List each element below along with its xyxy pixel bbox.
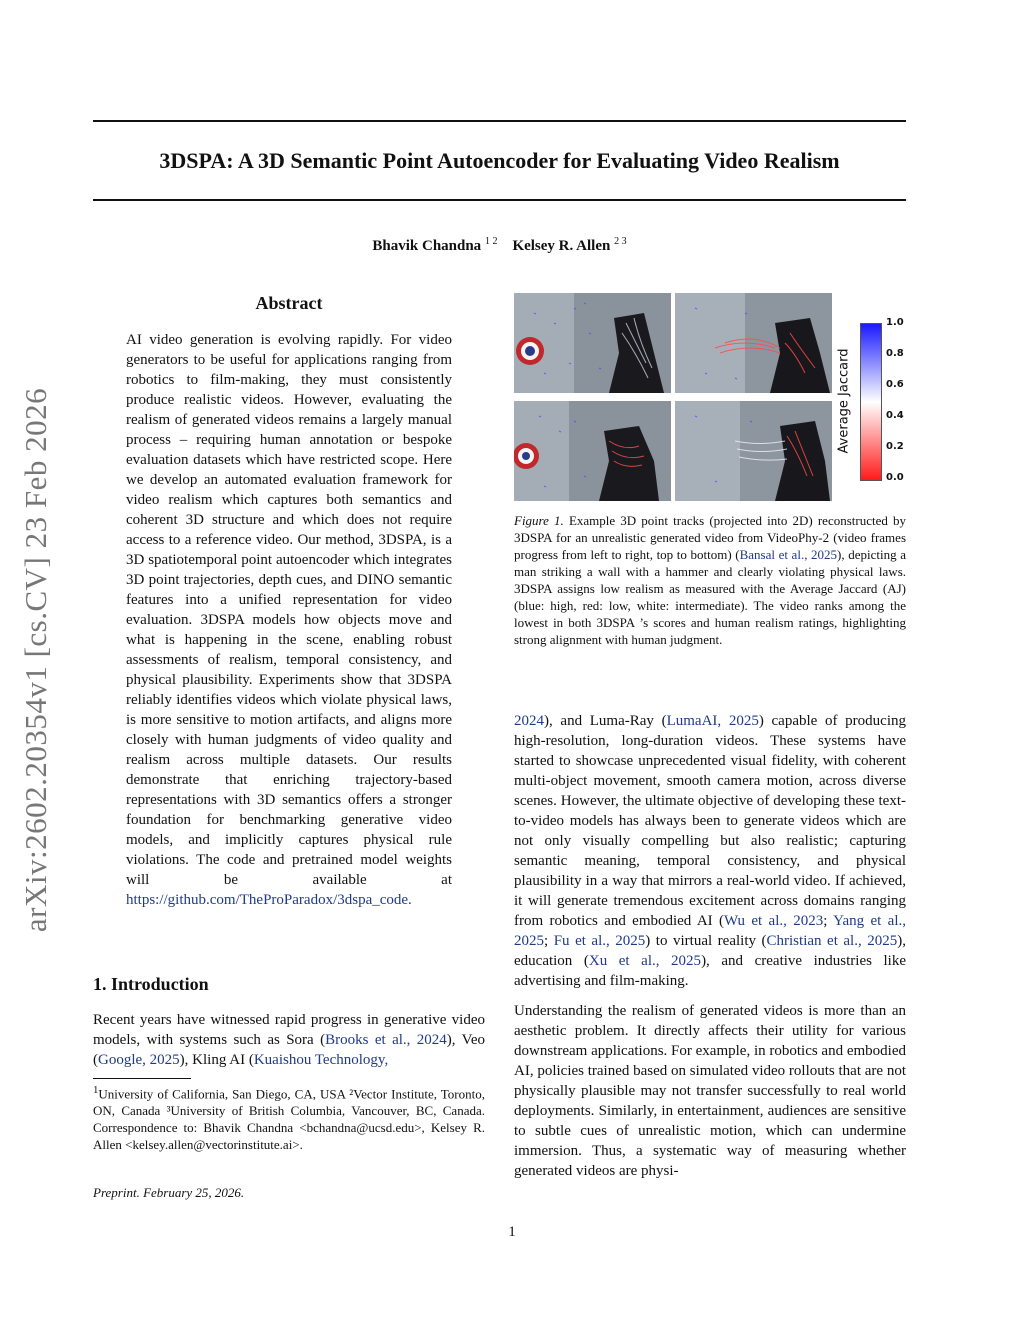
abstract-text: AI video generation is evolving rapidly. For video generators to be useful for applications ranging from robotics to film-making, they must consistently produce realistic videos. However, evaluating the realism of generated videos remains a largely manual process – requiring human annotation or bespoke evaluation datasets which have restricted scope. Here we develop an automated evaluation framework for video realism which captures both semantics and coherent 3D structure and which does not require access to a reference video. Our method, 3DSPA, is a 3D spatiotemporal point autoencoder which integrates 3D point trajectories, depth cues, and DINO semantic features into a unified representation for video evaluation. 3DSPA models how objects move and what is happening in the scene, enabling robust assessments of realism, temporal consistency, and physical plausibility. Experiments show that 3DSPA reliably identifies videos which violate physical laws, is more sensitive to motion artifacts, and aligns more closely with human judgments of video quality and realism across multiple datasets. Our results demonstrate that enriching trajectory-based representations with 3D semantics offers a stronger foundation for benchmarking generative video models, and implicitly captures physical rule violations. The code and pretrained model weights will be available at: [126, 332, 452, 888]
citation-link[interactable]: Brooks et al., 2024: [325, 1032, 447, 1048]
footnote-marker: 1: [93, 1084, 99, 1096]
author-name: Kelsey R. Allen: [512, 238, 611, 254]
footnote-rule: [93, 1078, 191, 1079]
footnote: [93, 1082, 485, 1153]
author-list: [93, 236, 906, 255]
figure-1: [514, 293, 906, 503]
section-heading: 1. Introduction: [93, 974, 209, 994]
citation-link[interactable]: Yang et al., 2025: [514, 913, 906, 949]
video-frame-4: [675, 401, 832, 501]
colorbar-tick: 0.6: [886, 379, 904, 390]
text-run: ) capable of producing high-resolution, long-duration videos. These systems have started to showcase unprecedented visual fidelity, with coherent multi-object movement, smooth camera motion, across diverse scenes. However, the ultimate objective of developing these text-to-video models has always been to generate videos which are not only visually compelling but also realistic; capturing semantic meaning, temporal consistency, and physical plausibility in a way that mirrors a real-world video. If achieved, it will generate tremendous excitement across domains ranging from robotics and embodied AI (: [514, 713, 906, 929]
colorbar: [860, 323, 882, 481]
video-frame-2: [675, 293, 832, 393]
citation-link[interactable]: Kuaishou Technology,: [253, 1052, 389, 1068]
colorbar-tick: 1.0: [886, 317, 904, 328]
citation-link[interactable]: 2024: [514, 713, 544, 729]
footnote-text: University of California, San Diego, CA, USA ²Vector Institute, Toronto, ON, Canada ³University of British Columbia, Vancouver, BC, Canada. Correspondence to: Bhavik Chandna <bchandna@ucsd.edu>, Kelsey R. Allen <kelsey.allen@vectorinstitute.ai>.: [93, 1086, 485, 1153]
intro-paragraph: 2024), and Luma-Ray (LumaAI, 2025) capable of producing high-resolution, long-duration videos. These systems have started to showcase unprecedented visual fidelity, with coherent multi-object movement, smooth camera motion, across diverse scenes. However, the ultimate objective of developing these text-to-video models has always been to generate videos which are not only visually compelling but also realistic; capturing semantic meaning, temporal consistency, and physical plausibility in a way that mirrors a real-world video. If achieved, it will generate tremendous excitement across domains ranging from robotics and embodied AI (Wu et al., 2023; Yang et al., 2025; Fu et al., 2025) to virtual reality (Christian et al., 2025), education (Xu et al., 2025), and creative industries like advertising and film-making.: [514, 713, 907, 989]
preprint-note: Preprint. February 25, 2026.: [93, 1185, 245, 1200]
text-run: Recent years have witnessed rapid progress in generative video models, with systems such as Sora (: [93, 1012, 485, 1048]
video-frame-3: [514, 401, 671, 501]
text-run: Example 3D point tracks (projected into 2D) reconstructed by 3DSPA for an unrealistic generated video from VideoPhy-2 (video frames progress from left to right, top to bottom) (: [514, 513, 907, 562]
text-run: ), education (: [514, 933, 906, 969]
citation-link[interactable]: Google, 2025: [98, 1052, 180, 1068]
colorbar-tick: 0.0: [886, 472, 904, 483]
figure-caption: [514, 512, 906, 648]
colorbar-tick: 0.8: [886, 348, 904, 359]
page-number: 1: [508, 1224, 516, 1240]
title-rule: [93, 199, 906, 201]
intro-paragraph: Understanding the realism of generated videos is more than an aesthetic problem. It directly affects their utility for various downstream applications. For example, in robotics and embodied AI, policies trained based on simulated video rollouts that are not physically plausible may not transfer successfully to real world deployments. Similarly, in entertainment, audiences are sensitive to subtle cues of unrealistic motion, which can undermine immersion. Thus, a systematic way of measuring whether generated videos are physi-: [514, 1003, 906, 1179]
text-run: ), Kling AI (: [179, 1052, 254, 1068]
citation-link[interactable]: LumaAI, 2025: [666, 713, 759, 729]
citation-link[interactable]: Fu et al., 2025: [553, 933, 646, 949]
colorbar-tick: 0.2: [886, 441, 904, 452]
abstract-body: [126, 330, 452, 910]
figure-label: Figure 1.: [514, 513, 564, 528]
text-run: ), and creative industries like advertising and film-making.: [514, 953, 907, 989]
author-name: Bhavik Chandna: [372, 238, 482, 254]
author-affiliation: 2 3: [614, 236, 627, 247]
code-link[interactable]: https://github.com/TheProParadox/3dspa_code.: [126, 892, 412, 908]
arxiv-watermark: arXiv:2602.20354v1 [cs.CV] 23 Feb 2026: [18, 387, 53, 933]
citation-link[interactable]: Wu et al., 2023: [723, 913, 824, 929]
intro-paragraph: [93, 1010, 485, 1070]
text-run: ) to virtual reality (: [645, 933, 767, 949]
text-run: ), and Luma-Ray (: [544, 713, 667, 729]
top-rule: [93, 120, 906, 122]
paper-title: 3DSPA: A 3D Semantic Point Autoencoder for Evaluating Video Realism: [159, 148, 840, 173]
video-frame-1: [514, 293, 671, 393]
citation-link[interactable]: Xu et al., 2025: [588, 953, 702, 969]
colorbar-label: Average Jaccard: [836, 348, 852, 454]
colorbar-tick: 0.4: [886, 410, 904, 421]
abstract-heading: Abstract: [255, 293, 323, 313]
citation-link[interactable]: Bansal et al., 2025: [739, 547, 838, 562]
text-run: ), depicting a man striking a wall with a hammer and clearly violating physical laws. 3DSPA assigns low realism as measured with the Average Jaccard (AJ) (blue: high, red: low, white: intermediate). The video ranks among the lowest in both 3DSPA ’s scores and human realism ratings, highlighting strong alignment with human judgment.: [514, 547, 906, 647]
right-column: [514, 711, 906, 1191]
citation-link[interactable]: Christian et al., 2025: [766, 933, 898, 949]
text-run: ), Veo (: [93, 1032, 485, 1068]
author-affiliation: 1 2: [484, 236, 498, 247]
